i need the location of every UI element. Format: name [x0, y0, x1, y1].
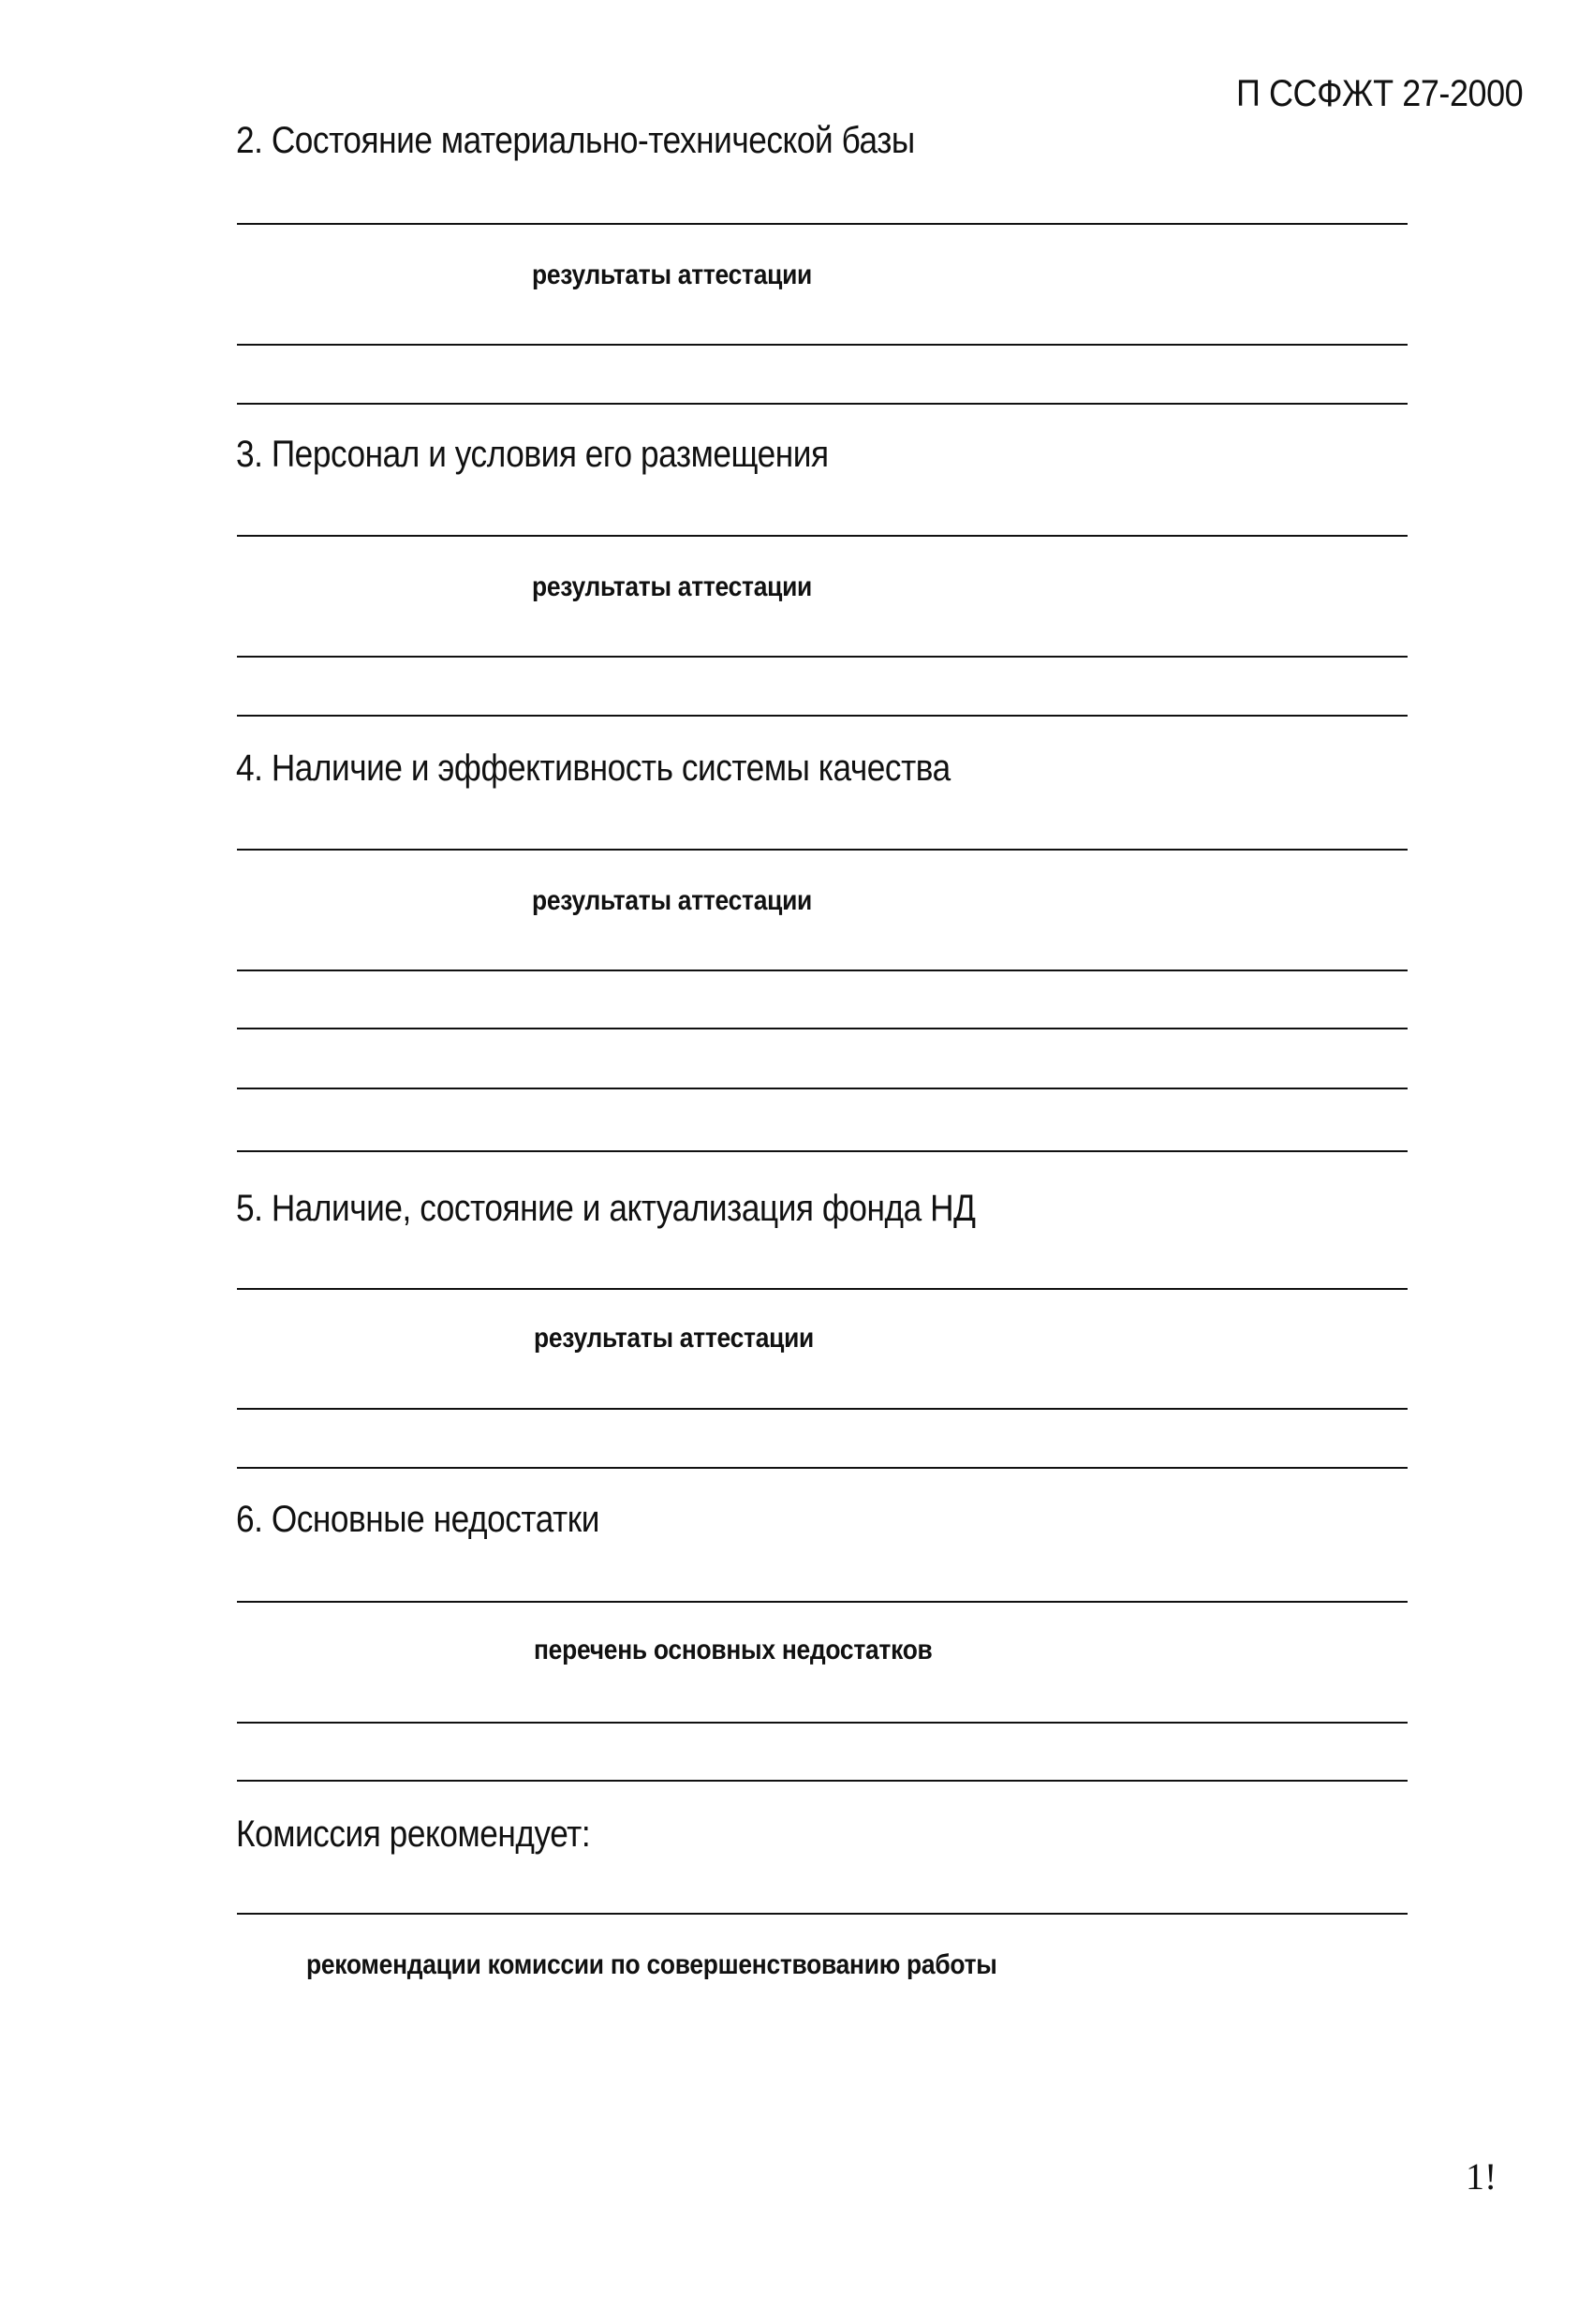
fill-line — [237, 1408, 1408, 1410]
section-caption: результаты аттестации — [534, 1323, 815, 1354]
recommendation-caption: рекомендации комиссии по совершенствованию работы — [306, 1949, 997, 1980]
fill-line — [237, 1467, 1408, 1469]
fill-line — [237, 970, 1408, 971]
document-code: П ССФЖТ 27-2000 — [1236, 73, 1524, 114]
section-heading-main-deficiencies: 6. Основные недостатки — [236, 1499, 599, 1540]
section-heading-quality-system: 4. Наличие и эффективность системы качества — [236, 748, 951, 789]
fill-line — [237, 715, 1408, 717]
section-heading-nd-fund: 5. Наличие, состояние и актуализация фонда НД — [236, 1188, 976, 1229]
fill-line — [237, 1088, 1408, 1089]
commission-recommends-heading: Комиссия рекомендует: — [236, 1813, 591, 1855]
section-caption: перечень основных недостатков — [534, 1635, 933, 1665]
fill-line — [237, 1722, 1408, 1724]
fill-line — [237, 403, 1408, 405]
fill-line — [237, 1913, 1408, 1915]
section-caption: результаты аттестации — [532, 885, 813, 916]
fill-line — [237, 849, 1408, 851]
fill-line — [237, 1150, 1408, 1152]
fill-line — [237, 1288, 1408, 1290]
section-caption: результаты аттестации — [532, 571, 813, 602]
fill-line — [237, 1601, 1408, 1603]
section-caption: результаты аттестации — [532, 259, 813, 290]
fill-line — [237, 223, 1408, 225]
fill-line — [237, 344, 1408, 346]
section-heading-personnel: 3. Персонал и условия его размещения — [236, 434, 829, 475]
page-number: 1! — [1466, 2155, 1497, 2198]
fill-line — [237, 535, 1408, 537]
section-heading-material-base: 2. Состояние материально-технической базы — [236, 120, 915, 161]
fill-line — [237, 1028, 1408, 1029]
fill-line — [237, 1780, 1408, 1782]
fill-line — [237, 656, 1408, 658]
